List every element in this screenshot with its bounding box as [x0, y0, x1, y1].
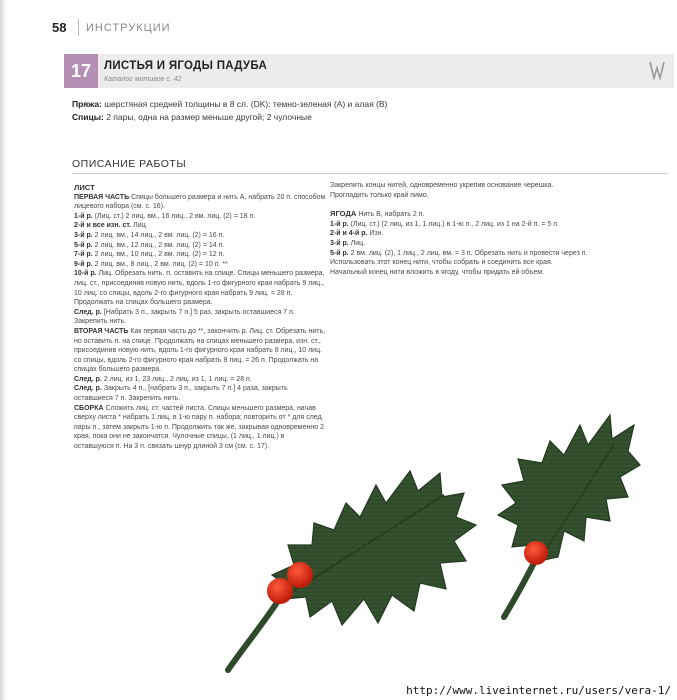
- row-2: 2-й и все изн. ст. Лиц.: [74, 222, 148, 230]
- part1-paragraph: ПЕРВАЯ ЧАСТЬ Спицы большего размера и нить A, набрать 20 п. способом лицевого набора (см. с. 16).: [74, 193, 326, 211]
- row-10: 10-й р. Лиц. Обрезать нить, п. оставить на спице. Спицы меньшего размера, лиц. ст., присоединив новую нить, вдоль 1-го фигурного края набрать 9 лиц., 10 лиц. со спицы, вдоль 2-го фигурного края набрать 9 лиц. = 28 п. Продолжать на спицах большего размера.: [74, 270, 325, 307]
- section-heading: ОПИСАНИЕ РАБОТЫ: [72, 158, 187, 170]
- berry-row-1: 1-й р. (Лиц. ст.) (2 лиц. из 1, 1 лиц.) в 1-ю п., 2 лиц. из 1 на 2-й п. = 5 п.: [330, 220, 559, 228]
- row-9: 9-й р. 2 лиц. вм., 8 лиц., 2 вм. лиц. (2) = 10 п. **: [74, 260, 228, 268]
- next-row-3: След. р. Закрыть 4 п., [набрать 3 п., закрыть 7 п.] 4 раза, закрыть оставшиеся 7 п. Закрепить нить.: [74, 385, 288, 403]
- instructions-right-column: [330, 181, 590, 277]
- row-1: 1-й р. (Лиц. ст.) 2 лиц. вм., 16 лиц., 2 вм. лиц. (2) = 18 п.: [74, 212, 256, 220]
- section-name: ИНСТРУКЦИИ: [86, 22, 171, 34]
- catalog-reference: Каталог мотивов с. 42: [104, 76, 182, 83]
- next-row-1: След. р. [Набрать 3 п., закрыть 7 п.] 5 раз, закрыть оставшиеся 7 п. Закрепить нить.: [74, 308, 295, 326]
- berry-row-3: 3-й р. Лиц.: [330, 239, 366, 247]
- right-holly-leaf: [498, 415, 640, 617]
- knit-logo-icon: [648, 60, 666, 80]
- row-3: 3-й р. 2 лиц. вм., 14 лиц., 2 вм. лиц. (2) = 16 п.: [74, 231, 225, 239]
- berry-paragraph: ЯГОДА Нить B, набрать 2 п.: [330, 209, 425, 219]
- pattern-number: 17: [64, 54, 98, 88]
- part2-paragraph: ВТОРАЯ ЧАСТЬ Как первая часть до **, закончить р. Лиц. ст. Обрезать нить, но оставить п. на спице. Продолжать на спицах меньшего размера, изн. ст., присоединив новую нить, вдоль 1-го фигурного края набрать 8 лиц., 10 лиц. со спицы, вдоль 2-го фигурного края набрать 8 лиц. = 26 п. Продолжать на спицах большего размера.: [74, 327, 326, 374]
- finishing-paragraph: Закрепить концы нитей, одновременно укрепив основание черешка. Прогладить только край пимо.: [330, 182, 554, 199]
- yarn-line: Пряжа: шерстяная средней толщины в 8 сл. (DK): темно-зеленая (A) и алая (B): [72, 99, 388, 109]
- header-divider: [78, 19, 79, 36]
- source-url[interactable]: http://www.liveinternet.ru/users/vera-1/: [406, 684, 671, 697]
- row-5: 5-й р. 2 лиц. вм., 12 лиц., 2 вм. лиц. (2) = 14 п.: [74, 241, 225, 249]
- pattern-title: ЛИСТЬЯ И ЯГОДЫ ПАДУБА: [104, 60, 268, 72]
- needles-line: Спицы: 2 пары, одна на размер меньше другой; 2 чулочные: [72, 112, 312, 122]
- berry-row-2: 2-й и 4-й р. Изн.: [330, 230, 384, 238]
- holly-leaves-photo: [214, 385, 644, 685]
- materials-list: [72, 98, 632, 124]
- next-row-2: След. р. 2 лиц. из 1, 23 лиц., 2 лиц. из 1, 1 лиц. = 28 п.: [74, 375, 252, 383]
- assembly-paragraph: СБОРКА Сложить лиц. ст. частей листа. Спицы меньшего размера, начав сверху листа * набрать 1 лиц. в 1-ю пару п. набора; повторить от * для след. пары п., затем закрыть 1-ю п. Продолжить так же, закрывая одновременно 2 края, пока они не закончатся. Чулочные спицы, (1 лиц., 1 лиц.) в оставшуюся п. На 3 п. связать шнур длиной 3 см (см. с. 17).: [74, 404, 324, 451]
- leaf-heading: ЛИСТ: [74, 183, 95, 192]
- berry-row-5: 5-й р. 2 вм. лиц. (2), 1 лиц., 2 лиц. вм. = 3 п. Обрезать нить и провести через п. Использовать этот конец нити, чтобы собрать и соединить все края. Начальный конец нити вложить в ягоду, чтобы придать ей объем.: [330, 249, 588, 276]
- berry: [267, 578, 293, 604]
- section-divider: [72, 173, 668, 174]
- row-7: 7-й р. 2 лиц. вм., 10 лиц., 2 вм. лиц. (2) = 12 п.: [74, 251, 225, 259]
- berry: [524, 541, 548, 565]
- page-number: 58: [52, 20, 67, 35]
- left-holly-leaf: [228, 471, 476, 670]
- page-binding-shadow: [0, 0, 8, 700]
